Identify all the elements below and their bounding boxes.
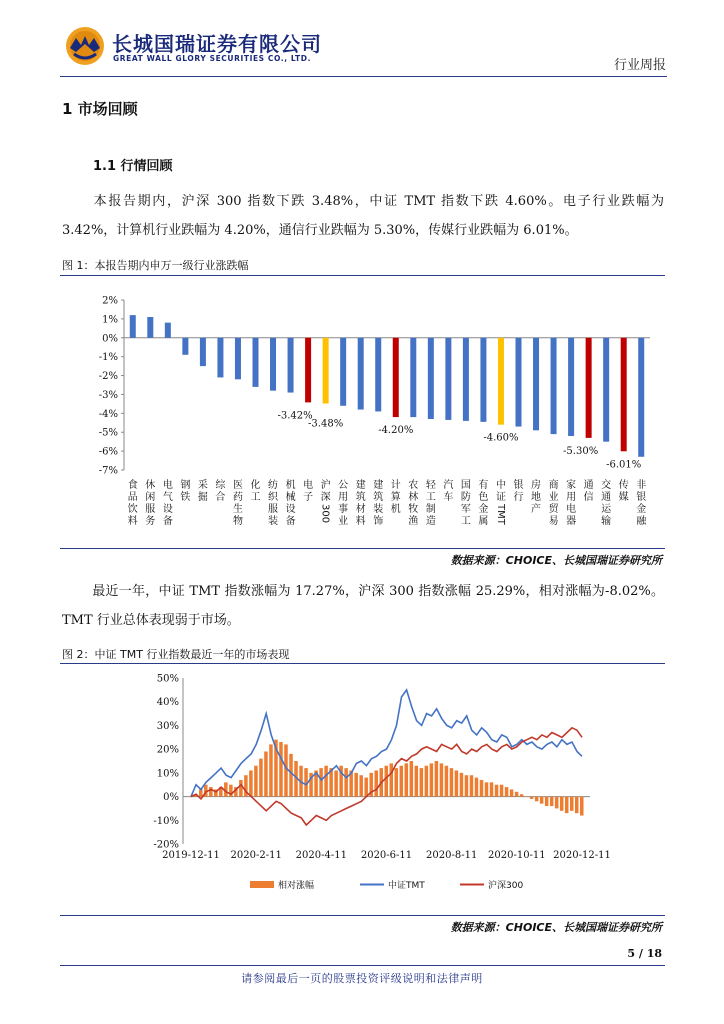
category-label: 钢 xyxy=(180,480,191,491)
relative-bar xyxy=(490,782,494,796)
company-logo-icon xyxy=(64,26,106,66)
category-label: 算 xyxy=(390,492,401,503)
category-label: 制 xyxy=(425,504,436,515)
category-label: 设 xyxy=(285,504,296,515)
bar-机械设备 xyxy=(288,338,294,393)
category-label: 务 xyxy=(145,516,156,527)
bar-电子 xyxy=(305,338,311,403)
category-label: 闲 xyxy=(145,492,156,503)
category-label: 深 xyxy=(320,492,331,503)
category-label: 物 xyxy=(232,516,243,527)
relative-bar xyxy=(535,797,539,802)
relative-bar xyxy=(395,768,399,796)
category-label: 轻 xyxy=(425,480,436,491)
x-tick-label: 2020-4-11 xyxy=(295,850,347,861)
bar-轻工制造 xyxy=(428,338,434,419)
category-label: 商 xyxy=(548,480,559,491)
relative-bar xyxy=(400,766,404,797)
figure-2-title: 图 2：中证 TMT 行业指数最近一年的市场表现 xyxy=(62,648,290,661)
category-label: 房 xyxy=(531,480,542,491)
category-label: 业 xyxy=(338,516,349,527)
category-label: 掘 xyxy=(197,492,208,503)
category-label: 械 xyxy=(285,492,296,503)
relative-bar xyxy=(269,744,273,796)
relative-bar xyxy=(344,768,348,796)
legal-disclaimer: 请参阅最后一页的股票投资评级说明和法律声明 xyxy=(241,972,483,985)
y-tick-label: 20% xyxy=(156,744,179,756)
category-label: 铁 xyxy=(180,492,191,503)
figure-1-source: 数据来源：CHOICE、长城国瑞证券研究所 xyxy=(450,554,662,567)
category-label: 机 xyxy=(285,480,296,491)
company-name-cn: 长城国瑞证券有限公司 xyxy=(112,32,322,56)
relative-bar xyxy=(289,754,293,797)
category-label: 装 xyxy=(268,516,279,527)
bar-中证TMT xyxy=(498,338,504,425)
figure-2-source: 数据来源：CHOICE、长城国瑞证券研究所 xyxy=(450,921,662,934)
category-label: 纺 xyxy=(268,480,279,491)
category-label: 备 xyxy=(162,516,173,527)
relative-bar xyxy=(279,742,283,797)
y-tick-label: -7% xyxy=(98,465,118,477)
bar-公用事业 xyxy=(340,338,346,406)
category-label: 渔 xyxy=(408,516,419,527)
relative-bar xyxy=(259,759,263,797)
category-label: 产 xyxy=(531,504,542,515)
figure-2-line-chart xyxy=(150,668,611,898)
y-tick-label: -4% xyxy=(98,408,118,420)
figure-1-top-rule xyxy=(60,275,665,276)
category-label: 贸 xyxy=(548,504,559,515)
legend-swatch-relative xyxy=(250,881,274,888)
y-tick-label: 2% xyxy=(102,295,118,307)
category-label: 化 xyxy=(250,480,261,491)
relative-bar xyxy=(405,763,409,796)
relative-bar xyxy=(545,797,549,806)
relative-bar xyxy=(555,797,559,809)
bar-沪深300 xyxy=(323,338,329,404)
x-tick-label: 2019-12-11 xyxy=(162,850,220,861)
category-label: 工 xyxy=(250,492,261,503)
category-label: 农 xyxy=(408,480,419,491)
figure-2-top-rule xyxy=(60,663,665,664)
bar-计算机 xyxy=(393,338,399,417)
category-label: 汽 xyxy=(443,480,454,491)
bar-建筑材料 xyxy=(358,338,364,410)
relative-bar xyxy=(364,778,368,797)
category-label: 设 xyxy=(162,504,173,515)
y-tick-label: -20% xyxy=(153,839,179,851)
category-label: 林 xyxy=(408,492,419,503)
relative-bar xyxy=(359,775,363,796)
category-label: 通 xyxy=(601,492,612,503)
data-label: -3.48% xyxy=(308,418,344,430)
category-label: 交 xyxy=(601,480,612,491)
relative-bar xyxy=(284,744,288,796)
relative-bar xyxy=(560,797,564,811)
category-label: 行 xyxy=(513,492,524,503)
relative-bar xyxy=(565,797,569,814)
bar-家用电器 xyxy=(568,338,574,436)
category-label: 业 xyxy=(548,492,559,503)
data-label: -4.60% xyxy=(483,432,519,444)
relative-bar xyxy=(445,766,449,797)
relative-bar xyxy=(374,770,378,796)
category-label: 事 xyxy=(338,504,349,515)
category-label: 非 xyxy=(636,480,647,491)
category-label: 易 xyxy=(548,516,559,527)
category-label: 通 xyxy=(583,480,594,491)
bar-银行 xyxy=(516,338,522,427)
relative-bar xyxy=(575,797,579,814)
y-tick-label: -6% xyxy=(98,446,118,458)
y-tick-label: 0% xyxy=(163,792,179,804)
figure-1-bottom-rule xyxy=(60,548,665,549)
category-label: 饮 xyxy=(127,504,138,515)
document-type: 行业周报 xyxy=(613,58,666,73)
relative-bar xyxy=(239,780,243,797)
bar-国防军工 xyxy=(463,338,469,421)
category-label: 品 xyxy=(127,492,138,503)
category-label: 生 xyxy=(232,504,243,515)
category-label: 药 xyxy=(232,492,243,503)
relative-bar xyxy=(450,768,454,796)
relative-bar xyxy=(415,766,419,797)
relative-bar xyxy=(475,778,479,797)
category-label: 筑 xyxy=(373,492,384,503)
bar-非银金融 xyxy=(638,338,644,457)
bar-化工 xyxy=(253,338,259,387)
bar-交通运输 xyxy=(603,338,609,442)
relative-bar xyxy=(430,763,434,796)
data-label: -3.42% xyxy=(277,410,313,422)
relative-bar xyxy=(390,763,394,796)
subsection-heading: 1.1 行情回顾 xyxy=(93,159,173,174)
bar-食品饮料 xyxy=(130,315,136,338)
category-label: 沪 xyxy=(320,480,331,491)
relative-bar xyxy=(354,773,358,797)
category-label: 防 xyxy=(460,492,471,503)
category-label: 计 xyxy=(390,480,401,491)
bar-建筑装饰 xyxy=(375,338,381,412)
header-divider xyxy=(60,76,667,77)
category-label: 料 xyxy=(355,516,366,527)
category-label: 建 xyxy=(355,480,366,491)
relative-bar xyxy=(410,761,414,797)
relative-bar xyxy=(570,797,574,811)
relative-bar xyxy=(480,780,484,797)
figure-1-title: 图 1：本报告期内申万一级行业涨跌幅 xyxy=(62,259,249,272)
bar-采掘 xyxy=(200,338,206,366)
figure-1-bar-chart xyxy=(60,283,664,533)
category-label: 牧 xyxy=(408,504,419,515)
y-tick-label: -5% xyxy=(98,427,118,439)
x-tick-label: 2020-8-11 xyxy=(426,850,478,861)
category-label: 机 xyxy=(390,504,401,515)
category-label: 综 xyxy=(215,480,226,491)
x-tick-label: 2020-10-11 xyxy=(488,850,546,861)
legend-label: 相对涨幅 xyxy=(278,881,315,891)
y-tick-label: -3% xyxy=(98,389,118,401)
page-number: 5 / 18 xyxy=(627,947,662,960)
category-label: 装 xyxy=(373,504,384,515)
category-label: 300 xyxy=(319,504,331,524)
bar-电气设备 xyxy=(165,323,171,338)
category-label: 筑 xyxy=(355,492,366,503)
relative-bar xyxy=(334,770,338,796)
bar-医药生物 xyxy=(235,338,241,380)
category-label: 电 xyxy=(566,504,577,515)
relative-bar xyxy=(470,775,474,796)
bar-商业贸易 xyxy=(551,338,557,434)
relative-bar xyxy=(420,768,424,796)
category-label: 金 xyxy=(636,504,647,515)
category-label: 医 xyxy=(232,480,243,491)
category-label: 采 xyxy=(197,480,208,491)
category-label: 信 xyxy=(583,492,594,503)
section-heading: 1 市场回顾 xyxy=(62,100,138,118)
relative-bar xyxy=(520,794,524,796)
category-label: 服 xyxy=(145,504,156,515)
category-label: 电 xyxy=(162,480,173,491)
category-label: 饰 xyxy=(373,516,384,527)
bar-汽车 xyxy=(445,338,451,420)
category-label: 输 xyxy=(601,516,612,527)
category-label: 国 xyxy=(460,480,471,491)
relative-bar xyxy=(319,768,323,796)
bar-休闲服务 xyxy=(147,317,153,338)
category-label: 运 xyxy=(601,504,612,515)
category-label: 织 xyxy=(268,492,279,503)
relative-bar xyxy=(485,782,489,796)
category-label: 公 xyxy=(338,480,349,491)
category-label: 备 xyxy=(285,516,296,527)
relative-bar xyxy=(550,797,554,806)
paragraph-annual-summary xyxy=(62,577,664,635)
paragraph-text: 本报告期内，沪深 300 指数下跌 3.48%，中证 TMT 指数下跌 4.60%。电子行业跌幅为 3.42%，计算机行业跌幅为 4.20%，通信行业跌幅为 5.30%，传媒行业跌幅为 6.01%。 xyxy=(62,194,664,238)
y-tick-label: -2% xyxy=(98,371,118,383)
category-label: 合 xyxy=(215,492,226,503)
category-label: 军 xyxy=(460,504,471,515)
relative-bar xyxy=(495,785,499,797)
data-label: -6.01% xyxy=(606,459,642,471)
category-label: 用 xyxy=(566,492,577,503)
y-tick-label: 1% xyxy=(102,314,118,326)
relative-bar xyxy=(209,787,213,796)
company-name-en: GREAT WALL GLORY SECURITIES CO., LTD. xyxy=(113,54,312,63)
category-label: 属 xyxy=(478,516,489,527)
relative-bar xyxy=(510,789,514,796)
category-label: 传 xyxy=(618,480,629,491)
category-label: 家 xyxy=(566,480,577,491)
paragraph-text: 最近一年，中证 TMT 指数涨幅为 17.27%，沪深 300 指数涨幅 25.29%，相对涨幅为-8.02%。TMT 行业总体表现弱于市场。 xyxy=(62,584,664,628)
relative-bar xyxy=(455,770,459,796)
category-label: 料 xyxy=(127,516,138,527)
category-label: 车 xyxy=(443,492,454,503)
relative-bar xyxy=(530,797,534,799)
category-label: 金 xyxy=(478,504,489,515)
data-label: -4.20% xyxy=(378,425,414,437)
category-label: 证 xyxy=(495,492,506,503)
relative-bar xyxy=(500,785,504,797)
relative-bar xyxy=(425,766,429,797)
bar-房地产 xyxy=(533,338,539,431)
y-tick-label: 40% xyxy=(156,697,179,709)
x-tick-label: 2020-2-11 xyxy=(230,850,282,861)
y-tick-label: -1% xyxy=(98,352,118,364)
x-tick-label: 2020-6-11 xyxy=(360,850,413,861)
category-label: 材 xyxy=(355,504,366,515)
y-tick-label: 10% xyxy=(156,768,179,780)
category-label: 造 xyxy=(425,516,436,527)
y-tick-label: 50% xyxy=(156,673,179,685)
y-tick-label: 0% xyxy=(102,333,118,345)
page-header xyxy=(0,0,724,80)
relative-bar xyxy=(515,792,519,797)
relative-bar xyxy=(254,766,258,797)
category-label: 媒 xyxy=(618,492,629,503)
bar-农林牧渔 xyxy=(410,338,416,417)
relative-bar xyxy=(465,775,469,796)
legend-label: 中证TMT xyxy=(388,881,425,891)
category-label: 有 xyxy=(478,480,489,491)
relative-bar xyxy=(249,770,253,796)
relative-bar xyxy=(199,789,203,796)
relative-bar xyxy=(264,752,268,797)
category-label: 中 xyxy=(495,480,506,491)
relative-bar xyxy=(505,787,509,796)
bar-钢铁 xyxy=(182,338,188,355)
bar-有色金属 xyxy=(480,338,486,422)
relative-bar xyxy=(460,773,464,797)
x-tick-label: 2020-12-11 xyxy=(553,850,611,861)
bar-传媒 xyxy=(621,338,627,452)
category-label: 建 xyxy=(373,480,384,491)
bar-通信 xyxy=(586,338,592,438)
category-label: 气 xyxy=(162,492,173,503)
legend-label: 沪深300 xyxy=(488,881,524,891)
category-label: 电 xyxy=(303,480,314,491)
category-label: 地 xyxy=(531,492,542,503)
data-label: -5.30% xyxy=(563,445,599,457)
relative-bar xyxy=(540,797,544,804)
category-label: 休 xyxy=(145,480,156,491)
bar-综合 xyxy=(217,338,223,378)
figure-2-bottom-rule xyxy=(60,915,665,916)
category-label: TMT xyxy=(494,504,506,525)
category-label: 融 xyxy=(636,516,647,527)
category-label: 子 xyxy=(303,492,314,503)
footer-divider xyxy=(60,965,665,966)
category-label: 色 xyxy=(478,492,489,503)
relative-bar xyxy=(525,797,529,798)
category-label: 用 xyxy=(338,492,349,503)
category-label: 银 xyxy=(636,492,647,503)
relative-bar xyxy=(324,766,328,797)
relative-bar xyxy=(385,766,389,797)
bar-纺织服装 xyxy=(270,338,276,391)
paragraph-period-summary xyxy=(62,187,664,245)
relative-bar xyxy=(435,761,439,797)
relative-bar xyxy=(580,797,584,816)
category-label: 银 xyxy=(513,480,524,491)
relative-bar xyxy=(440,763,444,796)
category-label: 食 xyxy=(127,480,138,491)
y-tick-label: 30% xyxy=(156,720,179,732)
category-label: 工 xyxy=(425,492,436,503)
y-tick-label: -10% xyxy=(153,815,179,827)
category-label: 器 xyxy=(566,516,577,527)
category-label: 服 xyxy=(268,504,279,515)
category-label: 工 xyxy=(460,516,471,527)
